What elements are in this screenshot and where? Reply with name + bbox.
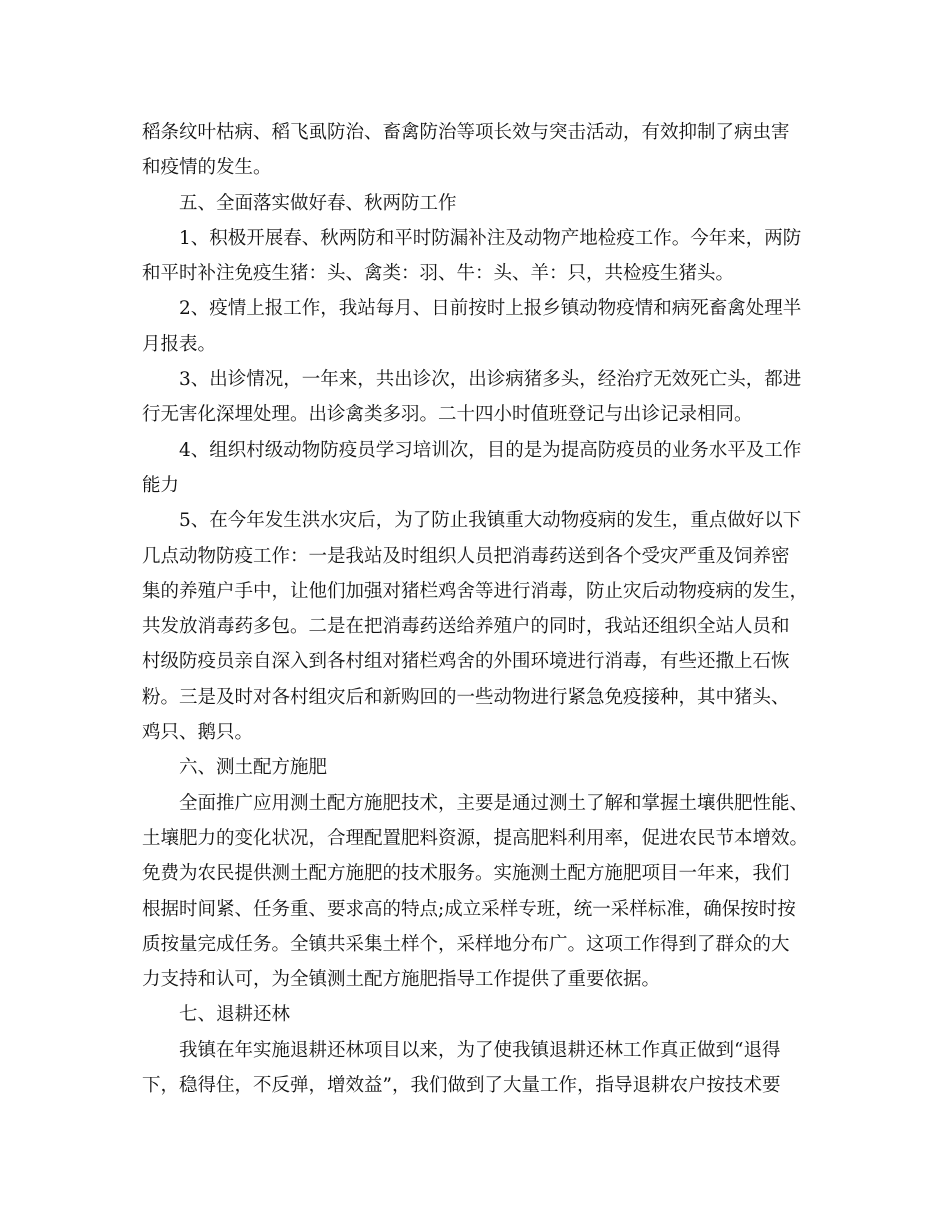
section-heading — [142, 750, 812, 785]
body-paragraph — [142, 433, 812, 504]
body-paragraph — [142, 503, 812, 750]
paragraph-line: 和平时补注免疫生猪：头、禽类：羽、牛：头、羊：只，共检疫生猪头。 — [142, 263, 735, 285]
paragraph-line: 土壤肥力的变化状况，合理配置肥料资源，提高肥料利用率，促进农民节本增效。 — [142, 827, 809, 849]
paragraph-line: 月报表。 — [142, 333, 217, 355]
paragraph-line: 4、组织村级动物防疫员学习培训次，目的是为提高防疫员的业务水平及工作 — [179, 439, 802, 461]
body-paragraph — [142, 1033, 812, 1104]
paragraph-line: 鸡只、鹅只。 — [142, 722, 254, 744]
heading-text: 六、测土配方施肥 — [179, 757, 328, 779]
paragraph-line: 全面推广应用测土配方施肥技术，主要是通过测土了解和掌握土壤供肥性能、 — [179, 792, 809, 814]
paragraph-line: 力支持和认可，为全镇测土配方施肥指导工作提供了重要依据。 — [142, 969, 661, 991]
paragraph-line: 5、在今年发生洪水灾后，为了防止我镇重大动物疫病的发生，重点做好以下 — [179, 510, 802, 532]
body-paragraph — [142, 786, 812, 998]
paragraph-line: 村级防疫员亲自深入到各村组对猪栏鸡舍的外围环境进行消毒，有些还撒上石恢 — [142, 651, 790, 673]
paragraph-line: 粉。三是及时对各村组灾后和新购回的一些动物进行紧急免疫接种，其中猪头、 — [142, 686, 790, 708]
paragraph-line: 我镇在年实施退耕还林项目以来，为了使我镇退耕还林工作真正做到“退得 — [179, 1039, 781, 1061]
heading-text: 五、全面落实做好春、秋两防工作 — [179, 192, 457, 214]
paragraph-line: 稻条纹叶枯病、稻飞虱防治、畜禽防治等项长效与突击活动，有效抑制了病虫害 — [142, 122, 790, 143]
heading-text: 七、退耕还林 — [179, 1004, 291, 1026]
paragraph-line: 质按量完成任务。全镇共采集土样个，采样地分布广。这项工作得到了群众的大 — [142, 933, 790, 955]
paragraph-line: 根据时间紧、任务重、要求高的特点;成立采样专班，统一采样标准，确保按时按 — [142, 898, 796, 920]
paragraph-line: 行无害化深埋处理。出诊禽类多羽。二十四小时值班登记与出诊记录相同。 — [142, 404, 753, 426]
paragraph-line: 2、疫情上报工作，我站每月、日前按时上报乡镇动物疫情和病死畜禽处理半 — [179, 298, 802, 320]
body-paragraph — [142, 291, 812, 362]
paragraph-line: 和疫情的发生。 — [142, 157, 272, 179]
section-heading — [142, 186, 812, 221]
paragraph-line: 几点动物防疫工作：一是我站及时组织人员把消毒药送到各个受灾严重及饲养密 — [142, 545, 790, 567]
body-paragraph — [142, 221, 812, 292]
document-body — [142, 115, 812, 1103]
paragraph-line: 免费为农民提供测土配方施肥的技术服务。实施测土配方施肥项目一年来，我们 — [142, 863, 790, 885]
body-paragraph — [142, 362, 812, 433]
paragraph-line: 3、出诊情况，一年来，共出诊次，出诊病猪多头，经治疗无效死亡头，都进 — [179, 369, 802, 391]
paragraph-line: 共发放消毒药多包。二是在把消毒药送给养殖户的同时，我站还组织全站人员和 — [142, 616, 790, 638]
paragraph-line: 集的养殖户手中，让他们加强对猪栏鸡舍等进行消毒，防止灾后动物疫病的发生， — [142, 580, 809, 602]
body-paragraph — [142, 115, 812, 186]
paragraph-line: 1、积极开展春、秋两防和平时防漏补注及动物产地检疫工作。今年来，两防 — [179, 227, 802, 249]
paragraph-line: 能力 — [142, 474, 180, 496]
section-heading — [142, 997, 812, 1032]
paragraph-line: 下，稳得住，不反弹，增效益”，我们做到了大量工作，指导退耕农户按技术要 — [142, 1075, 781, 1097]
